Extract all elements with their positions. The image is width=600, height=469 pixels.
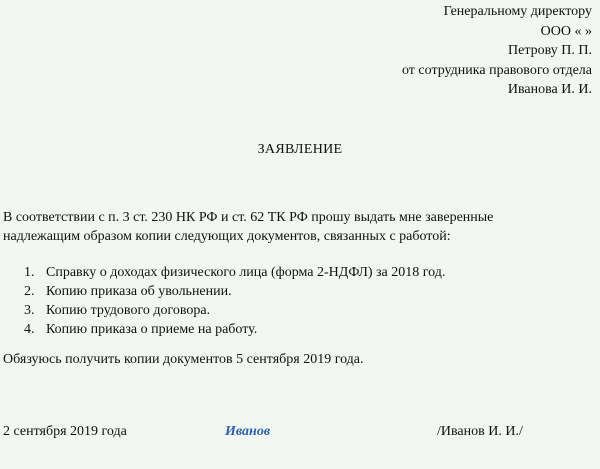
list-item-text: Копию трудового договора.	[46, 303, 211, 318]
list-item	[24, 282, 445, 301]
sender-department: от сотрудника правового отдела	[401, 62, 592, 78]
list-item	[24, 263, 445, 282]
list-item-number: 2.	[24, 284, 35, 299]
document-date: 2 сентября 2019 года	[3, 424, 127, 439]
list-item-number: 4.	[24, 322, 35, 337]
addressee-organization	[444, 22, 592, 42]
list-item-text: Справку о доходах физического лица (форма 2-НДФЛ) за 2018 год.	[46, 265, 446, 280]
organization-quote-close: »	[585, 23, 592, 39]
addressee-name: Петрову П. П.	[508, 43, 592, 58]
document-title: ЗАЯВЛЕНИЕ	[257, 142, 343, 157]
list-item	[24, 320, 445, 339]
document-footer	[0, 424, 600, 446]
handwritten-signature: Иванов	[225, 424, 271, 439]
organization-quote-open: ООО «	[540, 23, 582, 39]
addressee-block	[362, 2, 592, 100]
documents-list	[24, 263, 445, 339]
list-item	[24, 301, 445, 320]
list-item-text: Копию приказа о приеме на работу.	[46, 322, 258, 337]
signature-decoding: /Иванов И. И./	[437, 424, 523, 439]
obligation-statement: Обязуюсь получить копии документов 5 сентября 2019 года.	[3, 352, 364, 367]
sender-name: Иванова И. И.	[507, 82, 592, 97]
list-item-text: Копию приказа об увольнении.	[46, 284, 232, 299]
request-line-1: В соответствии с п. 3 ст. 230 НК РФ и ст. 62 ТК РФ прошу выдать мне заверенные	[3, 210, 494, 225]
request-paragraph	[3, 208, 593, 246]
list-item-number: 1.	[24, 265, 35, 280]
request-line-2: надлежащим образом копии следующих документов, связанных с работой:	[3, 229, 451, 244]
addressee-position: Генеральному директору	[443, 4, 592, 19]
list-item-number: 3.	[24, 303, 35, 318]
